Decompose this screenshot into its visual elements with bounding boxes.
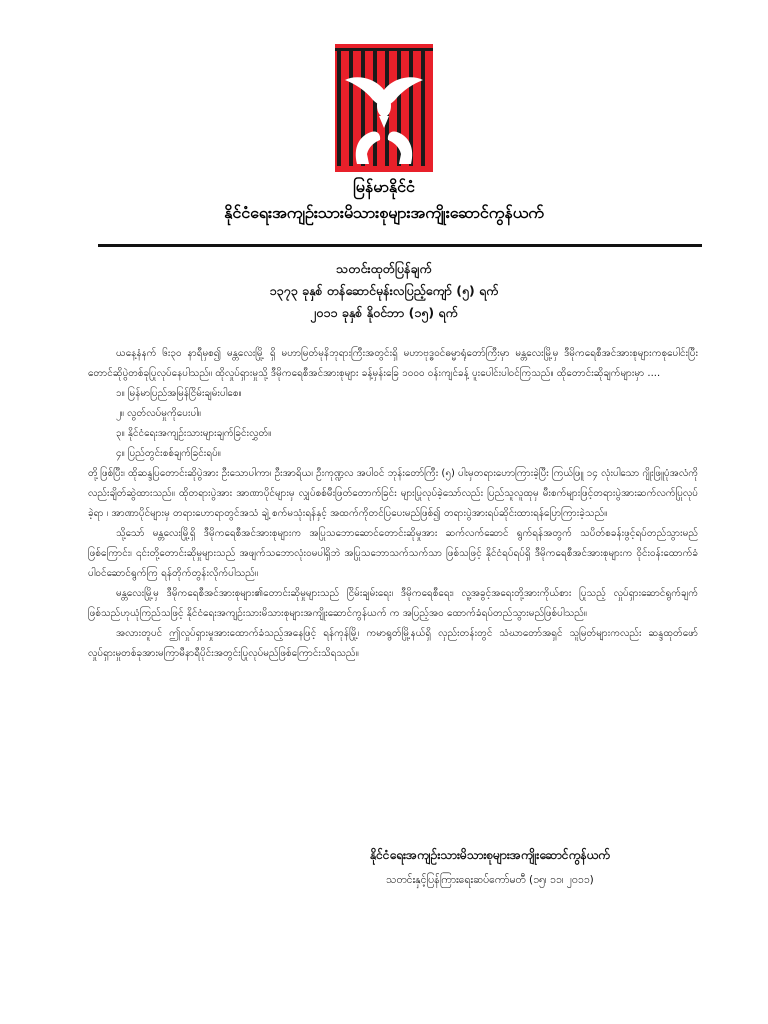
statement-date-myanmar: ၁၃၇၃ ခုနှစ် တန်ဆောင်မုန်းလပြည့်ကျော် (၅) ရက် bbox=[269, 283, 499, 298]
country-name: မြန်မာနိုင်ငံ bbox=[353, 177, 415, 196]
demand-item-2: ၂။ လွတ်လပ်မှုကိုပေးပါ။ bbox=[116, 408, 201, 419]
signature-organization: နိုင်ငံရေးအကျဉ်းသားမိသားစုများအကျိုးဆောင်ကွန်ယက် bbox=[370, 848, 610, 862]
statement-date-western: ၂၀၁၁ ခုနှစ် နိုဝင်ဘာ (၁၅) ရက် bbox=[310, 305, 458, 320]
statement-body-intro bbox=[88, 344, 698, 464]
statement-title: သတင်းထုတ်ပြန်ချက် bbox=[336, 261, 432, 276]
demand-item-3: ၃။ နိုင်ငံရေးအကျဉ်းသားများချက်ခြင်းလွှတ်။ bbox=[116, 428, 272, 439]
demand-item-4: ၄။ ပြည်တွင်းစစ်ချက်ခြင်းရပ်။ bbox=[116, 448, 221, 459]
header-divider bbox=[98, 244, 702, 247]
organization-name: နိုင်ငံရေးအကျဉ်းသားမိသားစုများအကျိုးဆောင်ကွန်ယက် bbox=[224, 203, 544, 222]
organization-logo bbox=[335, 44, 433, 172]
body-paragraph-3: သို့သော် မန္တလေးမြို့ရှိ ဒီမိုကရေစီအင်အားစုများက အပြုသဘောဆောင်တောင်းဆိုမှုအား ဆက်လက်ဆောင် ရွက်ရန်အတွက် သပိတ်စခန်းဖွင့်ရပ်တည်သွားမည်ဖြစ်ကြောင်း၊ ၎င်းတို့တောင်းဆိုမှုများသည် အဖျက်သဘောလုံးဝမပါရှိဘဲ အပြုသဘောသက်သက်သာ ဖြစ်သဖြင့် နိုင်ငံရပ်ရပ်ရှိ ဒီမိုကရေစီအင်အားစုများက ဝိုင်းဝန်းထောက်ခံပါဝင်ဆောင်ရွက်ကြ ရန်တိုက်တွန်းလိုက်ပါသည်။ bbox=[88, 528, 698, 579]
demand-item-1: ၁။ မြန်မာပြည်အမြန်ငြိမ်းချမ်းပါစေ။ bbox=[116, 388, 242, 399]
dove-behind-bars-icon bbox=[335, 44, 433, 172]
statement-body-main bbox=[88, 464, 698, 664]
intro-paragraph: ယနေ့နံနက် ၆း၃၀ နာရီမှစ၍ မန္တလေးမြို့ ရှိ မဟာမြတ်မုနိဘုရားကြီးအတွင်းရှိ မဟာဗုဒ္ဓဝင်ဓမ္မာရုံတော်ကြီးမှာ မန္တလေးမြို့မှ ဒီမိုကရေစီအင်အားစုများကစုပေါင်းပြီး တောင်ဆိုပွဲတစ်ခုပြုလုပ်နေပါသည်။ ထိုလှုပ်ရှားမှုသို့ ဒီမိုကရေစီအင်အားစုများ ခန့်မှန်းခြေ ၁၀၀၀ ဝန်းကျင်ခန့် ပူးပေါင်းပါဝင်ကြသည်။ ထိုတောင်းဆိုချက်များမှာ .... bbox=[88, 348, 698, 379]
signature-committee: သတင်းနှင့်ပြန်ကြားရေးဆပ်ကော်မတီ (၁၅၊ ၁၁၊ ၂၀၁၁) bbox=[386, 874, 594, 886]
body-paragraph-4: မန္တလေးမြို့မှ ဒီမိုကရေစီအင်အားစုများ၏တောင်းဆိုမှုများသည် ငြိမ်းချမ်းရေး၊ ဒီမိုကရေစီရေး၊ လူ့အခွင့်အရေးတို့အားကိုယ်စား ပြုသည့် လှုပ်ရှားဆောင်ရွက်ချက်ဖြစ်သည်ဟုယုံကြည်သဖြင့် နိုင်ငံရေးအကျဉ်းသားမိသားစုများအကျိုးဆောင်ကွန်ယက် က အပြည့်အဝ ထောက်ခံရပ်တည်သွားမည်ဖြစ်ပါသည်။ bbox=[88, 588, 698, 619]
body-paragraph-5: အလားတူပင် ဤလှုပ်ရှားမှုအားထောက်ခံသည့်အနေဖြင့် ရန်ကုန်မြို့၊ ကမာရွတ်မြို့နယ်ရှိ လှည်းတန်းတွင် သံဃာတော်အရှင် သူမြတ်များကလည်း ဆန္ဒထုတ်ဖော် လှုပ်ရှားမှုတစ်ခုအားမကြာမီနာရီပိုင်းအတွင်းပြုလုပ်မည်ဖြစ်ကြောင်းသိရသည်။ bbox=[88, 628, 698, 659]
body-paragraph-2: တို့ဖြစ်ပြီး၊ ထိုဆန္ဒပြတောင်းဆိုပွဲအား ဦးသောပါကာ၊ ဦးအာရိယ၊ ဦးကုဏ္ဍလ အပါဝင် ဘုန်းတော်ကြီး (၅) ပါးမှတရားဟောကြားခဲ့ပြီး ကြယ်ဖြူ ၁၄ လုံးပါသော ဂျိုးဖြူပုံအလံကိုလည်းချိတ်ဆွဲထားသည်။ ထိုတရားပွဲအား အာဏာပိုင်များမှ လျှပ်စစ်မီးဖြတ်တောက်ခြင်း များပြုလုပ်ခဲ့သော်လည်း ပြည်သူလူထုမှ မီးစက်များဖြင့်တရားပွဲအားဆက်လက်ပြုလုပ်ခဲ့ရာ ၊ အာဏာပိုင်များမှ တရားဟောရာတွင်အသံ ချဲ့ စက်မသုံးရန်နှင့် အထက်ကိုတင်ပြပေးမည်ဖြစ်၍ တရားပွဲအားရပ်ဆိုင်းထားရန်ပြောကြားခဲ့သည်။ bbox=[88, 468, 698, 519]
